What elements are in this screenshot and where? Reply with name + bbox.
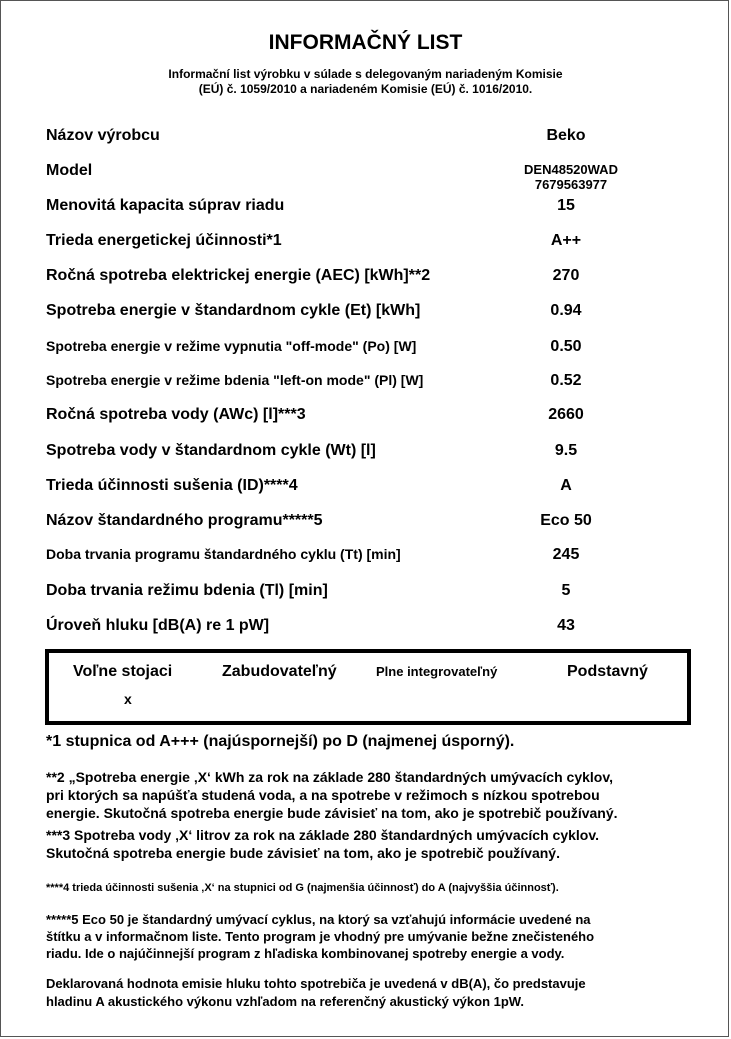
row-value: 2660 [548, 406, 584, 423]
footnote-1: *1 stupnica od A+++ (najúspornejší) po D (najmenej úsporný). [46, 733, 515, 750]
subtitle-line-2: (EÚ) č. 1059/2010 a nariadeném Komisie (EÚ) č. 1016/2010. [198, 82, 533, 96]
row-label: Spotreba vody v štandardnom cykle (Wt) [l] [46, 442, 376, 459]
footnote-line: hladinu A akustického výkonu vzhľadom na referenčný akustický výkon 1pW. [46, 994, 524, 1009]
row-value: 0.94 [550, 302, 582, 319]
row-value: 0.50 [550, 338, 582, 355]
row-label: Spotreba energie v režime vypnutia "off-mode" (Po) [W] [46, 338, 417, 354]
footnote-line: ***3 Spotreba vody ‚X‘ litrov za rok na základe 280 štandardných umývacích cyklov. [46, 827, 599, 843]
footnote-line: *****5 Eco 50 je štandardný umývací cyklus, na ktorý sa vzťahujú informácie uvedené na [46, 912, 591, 927]
install-undercounter-label: Podstavný [567, 663, 648, 680]
footnote-2 [46, 768, 696, 822]
row-label: Trieda účinnosti sušenia (ID)****4 [46, 477, 298, 494]
page-title: INFORMAČNÝ LIST [268, 31, 463, 54]
row-value: 15 [557, 197, 575, 214]
product-code: 7679563977 [534, 177, 608, 192]
footnote-line: Skutočná spotreba energie bude závisieť na tom, ako je spotrebič používaný. [46, 845, 560, 861]
row-value [501, 162, 641, 192]
noise-declaration [46, 975, 696, 1011]
row-label: Názov štandardného programu*****5 [46, 512, 323, 529]
row-value: A++ [550, 232, 582, 249]
install-freestanding-label: Voľne stojaci [73, 663, 173, 680]
row-label: Úroveň hluku [dB(A) re 1 pW] [46, 617, 270, 634]
footnote-line: štítku a v informačnom liste. Tento program je vhodný pre umývanie bežne znečisteného [46, 929, 595, 944]
install-built-in-label: Zabudovateľný [222, 663, 337, 680]
row-value: 0.52 [550, 372, 582, 389]
row-label: Spotreba energie v štandardnom cykle (Et) [kWh] [46, 302, 421, 319]
install-freestanding-mark: x [124, 691, 132, 707]
row-value: 245 [552, 546, 580, 563]
footnote-5 [46, 911, 696, 962]
row-label: Model [46, 162, 93, 179]
model-number: DEN48520WAD [524, 162, 618, 177]
row-label: Názov výrobcu [46, 127, 160, 144]
row-label: Trieda energetickej účinnosti*1 [46, 232, 282, 249]
row-value: 270 [552, 267, 580, 284]
footnote-line: pri ktorých sa napúšťa studená voda, a na spotrebe v režimoch s nízkou spotrebou [46, 787, 600, 803]
row-value: Eco 50 [540, 512, 592, 529]
page-subtitle [0, 67, 731, 97]
footnote-line: riadu. Ide o najúčinnejší program z hľadiska kombinovanej spotreby energie a vody. [46, 946, 565, 961]
row-label: Ročná spotreba vody (AWc) [l]***3 [46, 406, 306, 423]
footnote-3 [46, 826, 696, 862]
row-label: Ročná spotreba elektrickej energie (AEC) [kWh]**2 [46, 267, 431, 284]
installation-type-box [45, 649, 691, 725]
row-label: Doba trvania programu štandardného cyklu (Tt) [min] [46, 546, 401, 562]
row-value: Beko [546, 127, 586, 144]
row-label: Menovitá kapacita súprav riadu [46, 197, 285, 214]
footnote-line: Deklarovaná hodnota emisie hluku tohto spotrebiča je uvedená v dB(A), čo predstavuje [46, 976, 586, 991]
footnote-line: **2 „Spotreba energie ‚X‘ kWh za rok na základe 280 štandardných umývacích cyklov, [46, 769, 613, 785]
row-value: 5 [561, 582, 571, 599]
subtitle-line-1: Informační list výrobku v súlade s delegovaným nariadeným Komisie [168, 67, 563, 81]
row-label: Spotreba energie v režime bdenia "left-on mode" (Pl) [W] [46, 372, 424, 388]
footnote-4: ****4 trieda účinnosti sušenia ‚X‘ na stupnici od G (najmenšia účinnosť) do A (najvyššia účinnosť). [46, 882, 559, 894]
row-value: 9.5 [554, 442, 578, 459]
footnote-line: energie. Skutočná spotreba energie bude závisieť na tom, ako je spotrebič používaný. [46, 805, 618, 821]
install-fully-integrated-label: Plne integrovateľný [376, 664, 498, 679]
row-value: 43 [557, 617, 575, 634]
row-label: Doba trvania režimu bdenia (Tl) [min] [46, 582, 328, 599]
row-value: A [560, 477, 572, 494]
